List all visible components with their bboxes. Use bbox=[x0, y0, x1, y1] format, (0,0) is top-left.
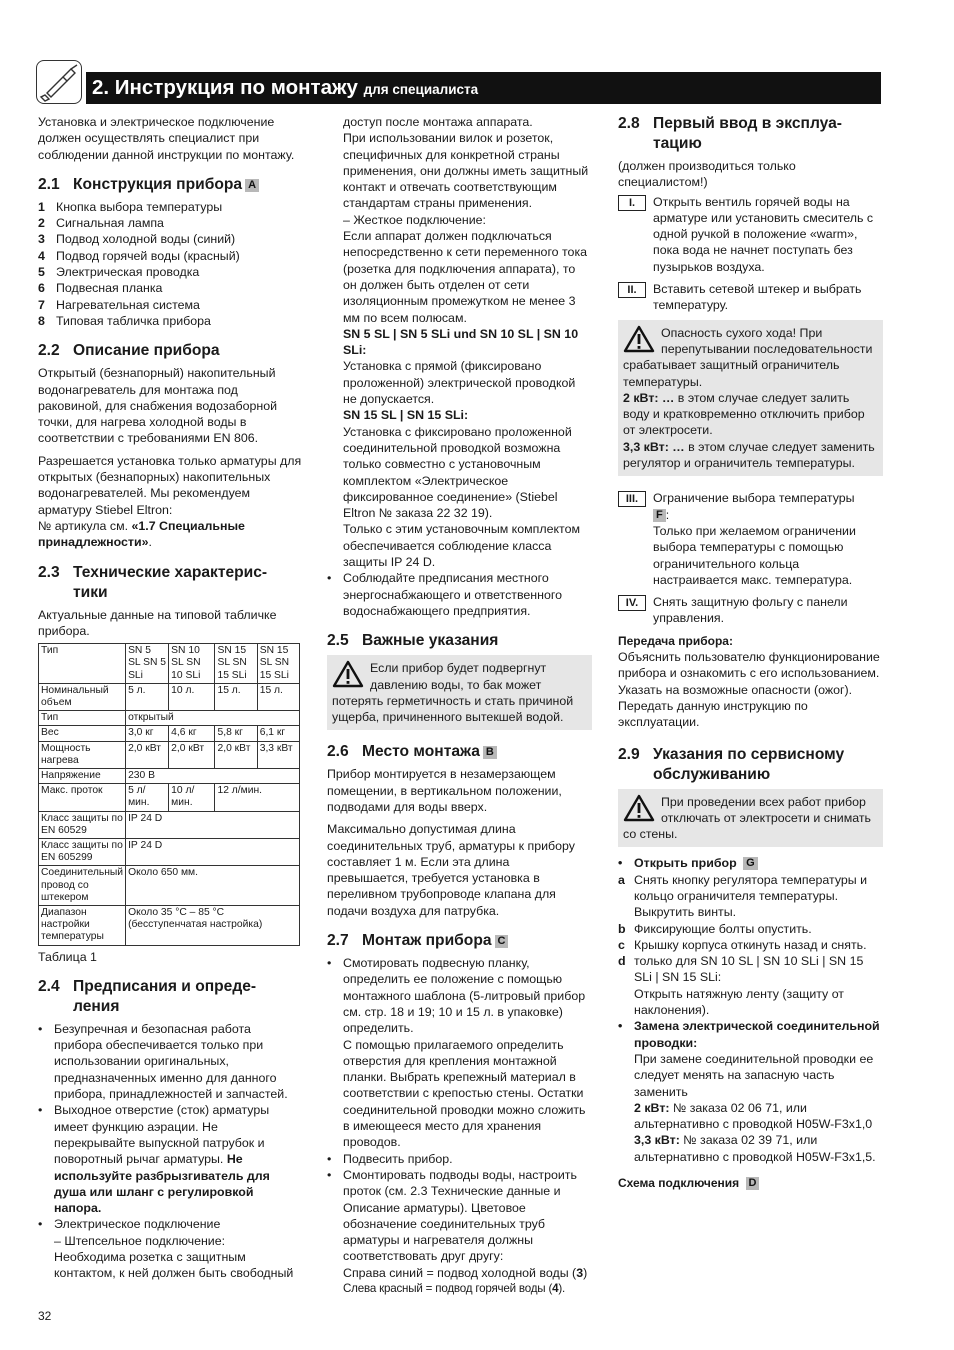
paragraph: Объяснить пользователю функционирование прибора и ознакомить с его использованием. Указать на возможные опасности (ожог). Передать данную инструкцию по эксплуатации. bbox=[618, 650, 880, 730]
list-item: 2 Сигнальная лампа bbox=[38, 216, 164, 231]
table-row: Вес 3,0 кг 4,6 кг 5,8 кг 6,1 кг bbox=[39, 726, 300, 741]
step-item: IV. Снять защитную фольгу с панели управления. bbox=[618, 594, 883, 627]
paragraph: Прибор монтируется в незамерзающем помещении, в вертикальном положении, подводами для воды вверх. bbox=[327, 767, 562, 814]
figure-badge: C bbox=[495, 935, 509, 948]
paragraph: – Штепсельное подключение: bbox=[54, 1233, 226, 1248]
screwdriver-icon bbox=[36, 60, 82, 104]
table-row: Класс защиты по EN 605299 IP 24 D bbox=[39, 838, 300, 865]
section-2-5-heading: 2.5 Важные указания bbox=[327, 632, 499, 650]
table-row: Соединительный провод со штекером Около 650 мм. bbox=[39, 866, 300, 906]
list-item: 8 Типовая табличка прибора bbox=[38, 313, 211, 328]
step-item: III. Ограничение выбора температуры F : Только при желаемом ограничении выбора температуры с помощью ограничительного кольца настраивается макс. температура. bbox=[618, 490, 883, 588]
section-2-6-heading: 2.6 Место монтажа B bbox=[327, 742, 592, 762]
list-item: • Электрическое подключение bbox=[38, 1217, 221, 1232]
subheading: SN 15 SL | SN 15 SLi: bbox=[343, 408, 469, 423]
warning-box: Если прибор будет подвергнут давлению воды, то бак может потерять герметичность и стать причиной ущерба, причиненного вытекшей водой. bbox=[327, 655, 592, 730]
list-item: 6 Подвесная планка bbox=[38, 281, 163, 296]
paragraph: Необходима розетка с защитным контактом, к ней должен быть свободный bbox=[54, 1250, 294, 1281]
paragraph: 2 кВт: № заказа 02 06 71, или альтернативно с проводкой H05W-F3x1,0 bbox=[634, 1100, 873, 1132]
paragraph: Установка с фиксировано проложенной соединительной проводкой возможна только совместно с установочным комплектом «Электрическое фиксированное соединение» (Stiebel Eltron № заказа 22 32 19). bbox=[343, 424, 572, 521]
list-item: • Соблюдайте предписания местного энергоснабжающего и ответственного водоснабжающего предприятия. bbox=[327, 571, 563, 618]
list-item: • Выходное отверстие (сток) арматуры имеет функцию аэрации. Не перекрывайте выпускной патрубок и поворотный рычаг арматуры. Не используйте разбрызгиватель для душа или шланг с регулировкой напора. bbox=[38, 1103, 270, 1216]
table-row: Класс защиты по EN 60529 IP 24 D bbox=[39, 811, 300, 838]
table-row: Номинальный объем 5 л. 10 л. 15 л. 15 л. bbox=[39, 683, 300, 710]
section-2-4-heading: 2.4 Предписания и опреде- ления bbox=[38, 977, 257, 1015]
table-row: Тип SN 5 SL SN 5 SLi SN 10 SL SN 10 SLi SN 15 SL SN 15 SLi SN 15 SL SN 15 SLi bbox=[39, 644, 300, 684]
paragraph: Установка с прямой (фиксировано проложенной) электрической проводкой не допускается. bbox=[343, 359, 576, 407]
intro-text: Установка и электрическое подключение должен осуществлять специалист при соблюдении данной инструкции по монтажу. bbox=[38, 115, 295, 162]
page-number: 32 bbox=[38, 1309, 52, 1323]
subheading: SN 5 SL | SN 5 SLi und SN 10 SL | SN 10 SLi: bbox=[343, 326, 579, 358]
step-item: II. Вставить сетевой штекер и выбрать температуру. bbox=[618, 281, 883, 314]
section-header bbox=[86, 72, 881, 104]
list-item: c Крышку корпуса откинуть назад и снять. bbox=[618, 937, 867, 952]
warning-box: Опасность сухого хода! При перепутывании последовательности срабатывает защитный ограничитель температуры. 2 кВт: … в этом случае следует залить воду и кратковременно отключить прибор от электросети. 3,3 кВт: … в этом случае следует заменить регулятор и ограничитель температуры. bbox=[618, 320, 883, 477]
paragraph: – Жесткое подключение: bbox=[343, 212, 486, 227]
page-title: 2. Инструкция по монтажу bbox=[92, 76, 358, 99]
list-item: 7 Нагревательная система bbox=[38, 297, 200, 312]
paragraph: При использовании вилок и розеток, специфичных для конкретной страны применения, они должны иметь защитный контакт и отвечать соответствующим стандартам страны применения. bbox=[343, 131, 589, 211]
section-2-7-heading: 2.7 Монтаж прибора C bbox=[327, 931, 592, 951]
paragraph: Максимально допустимая длина соединительных труб, арматуры к прибору составляет 1 м. Если эта длина превышается, требуется установка в переливном трубопроводе клапана для подачи воздуха для патрубка. bbox=[327, 822, 575, 918]
figure-badge: A bbox=[245, 179, 259, 192]
list-item: • Безупречная и безопасная работа прибора обеспечивается только при использовании оригинальных, предназначенных именно для данного прибора, принадлежностей и запчастей. bbox=[38, 1021, 288, 1102]
paragraph: С помощью прилагаемого определить отверстия для крепления монтажной планки. Выбрать крепежный материал в соответствии с крепостью стены. Остатки соединительной проводки можно сложить в имеющееся место для хранения проводов. bbox=[343, 1037, 586, 1150]
paragraph: Только с этим установочным комплектом обеспечивается соблюдение класса защиты IP 24 D. bbox=[343, 522, 580, 570]
figure-badge: F bbox=[653, 509, 666, 522]
list-item: • Смонтировать подводы воды, настроить проток (см. 2.3 Технические данные и Описание арматуры). Цветовое обозначение соединительных труб арматуры и нагревателя должны соответствовать друг другу: bbox=[327, 1167, 577, 1264]
list-item: 5 Электрическая проводка bbox=[38, 265, 200, 280]
paragraph: (должен производиться только специалистом!) bbox=[618, 159, 796, 190]
table-caption: Таблица 1 bbox=[38, 949, 97, 964]
column-3 bbox=[618, 114, 883, 1191]
list-item: d только для SN 10 SL | SN 10 SLi | SN 15 SLi | SN 15 SLi: Открыть натяжную ленту (защиту от наклонения). bbox=[618, 954, 864, 1018]
table-row: Тип открытый bbox=[39, 711, 300, 726]
paragraph: № артикула см. «1.7 Специальные принадлежности». bbox=[38, 518, 245, 550]
section-2-2-heading: 2.2 Описание прибора bbox=[38, 342, 220, 360]
subheading: Схема подключения D bbox=[618, 1175, 883, 1191]
column-1 bbox=[38, 114, 302, 1282]
list-item: • Подвесить прибор. bbox=[327, 1151, 453, 1166]
list-item: b Фиксирующие болты опустить. bbox=[618, 921, 812, 936]
figure-badge: B bbox=[483, 746, 497, 759]
paragraph: доступ после монтажа аппарата. bbox=[343, 115, 533, 129]
warning-box: При проведении всех работ прибор отключать от электросети и снимать со стены. bbox=[618, 789, 883, 848]
list-item: • Смотировать подвесную планку, определить ее положение с помощью монтажного шаблона (5-литровый прибор см. стр. 18 и 19; 10 и 15 л. в упаковке) определить. bbox=[327, 956, 586, 1036]
paragraph: Разрешается установка только арматуры для открытых (безнапорных) накопительных водонагревателей. Мы рекомендуем арматуру Stiebel Eltron: bbox=[38, 453, 302, 517]
paragraph: Справа синий = подвод холодной воды (3) bbox=[343, 1265, 588, 1280]
figure-badge: D bbox=[746, 1177, 760, 1190]
list-item: a Снять кнопку регулятора температуры и кольцо ограничителя температуры. Выкрутить винты. bbox=[618, 872, 868, 920]
paragraph: При замене соединительной проводки ее следует менять на запасную часть заменить bbox=[634, 1051, 874, 1099]
table-row: Напряжение 230 В bbox=[39, 768, 300, 783]
paragraph: Открытый (безнапорный) накопительный водонагреватель для монтажа под раковиной, для снабжения водозаборной точки, для нагрева холодной воды в соответствии с требованиями EN 806. bbox=[38, 366, 278, 446]
paragraph: Актуальные данные на типовой табличке прибора. bbox=[38, 607, 277, 638]
paragraph: Слева красный = подвод горячей воды (4). bbox=[343, 1282, 566, 1295]
warning-icon bbox=[623, 325, 655, 353]
section-2-9-heading: 2.9 Указания по сервисному обслуживанию bbox=[618, 745, 845, 783]
warning-icon bbox=[623, 794, 655, 822]
subheading: Передача прибора: bbox=[618, 633, 733, 648]
parts-list bbox=[38, 199, 302, 329]
paragraph: Если аппарат должен подключаться непосредственно к сети переменного тока (розетка для подключения аппарата), то он должен быть отделен от сети изоляционным промежутком не менее 3 мм по всем полюсам. bbox=[343, 229, 588, 325]
figure-badge: G bbox=[743, 857, 758, 870]
step-item: I. Открыть вентиль горячей воды на арматуре или установить смеситель с одной ручкой в положение «warm», пока вода не начнет поступать без пузырьков воздуха. bbox=[618, 194, 883, 275]
table-row: Диапазон настройки температуры Около 35 °C – 85 °C (бесступенчатая настройка) bbox=[39, 905, 300, 945]
table-row: Мощность нагрева 2,0 кВт 2,0 кВт 2,0 кВт 3,3 кВт bbox=[39, 741, 300, 768]
spec-table bbox=[38, 643, 300, 945]
table-row: Макс. проток 5 л/мин. 10 л/мин. 12 л/мин. bbox=[39, 784, 300, 811]
paragraph: 3,3 кВт: № заказа 02 39 71, или альтернативно с проводкой H05W-F3x1,5. bbox=[634, 1133, 876, 1164]
list-item: • Открыть прибор G bbox=[618, 855, 883, 871]
section-2-3-heading: 2.3 Технические характерис- тики bbox=[38, 563, 268, 601]
section-2-8-heading: 2.8 Первый ввод в эксплуа- тацию bbox=[618, 115, 842, 152]
column-2 bbox=[327, 114, 592, 1297]
section-2-1-heading: 2.1 Конструкция прибора A bbox=[38, 175, 302, 195]
page-subtitle: для специалиста bbox=[363, 82, 479, 97]
list-item: • Замена электрической соединительной проводки: bbox=[618, 1019, 880, 1050]
list-item: 1 Кнопка выбора температуры bbox=[38, 199, 223, 214]
list-item: 4 Подвод горячей воды (красный) bbox=[38, 248, 240, 263]
warning-icon bbox=[332, 660, 364, 688]
list-item: 3 Подвод холодной воды (синий) bbox=[38, 232, 236, 247]
